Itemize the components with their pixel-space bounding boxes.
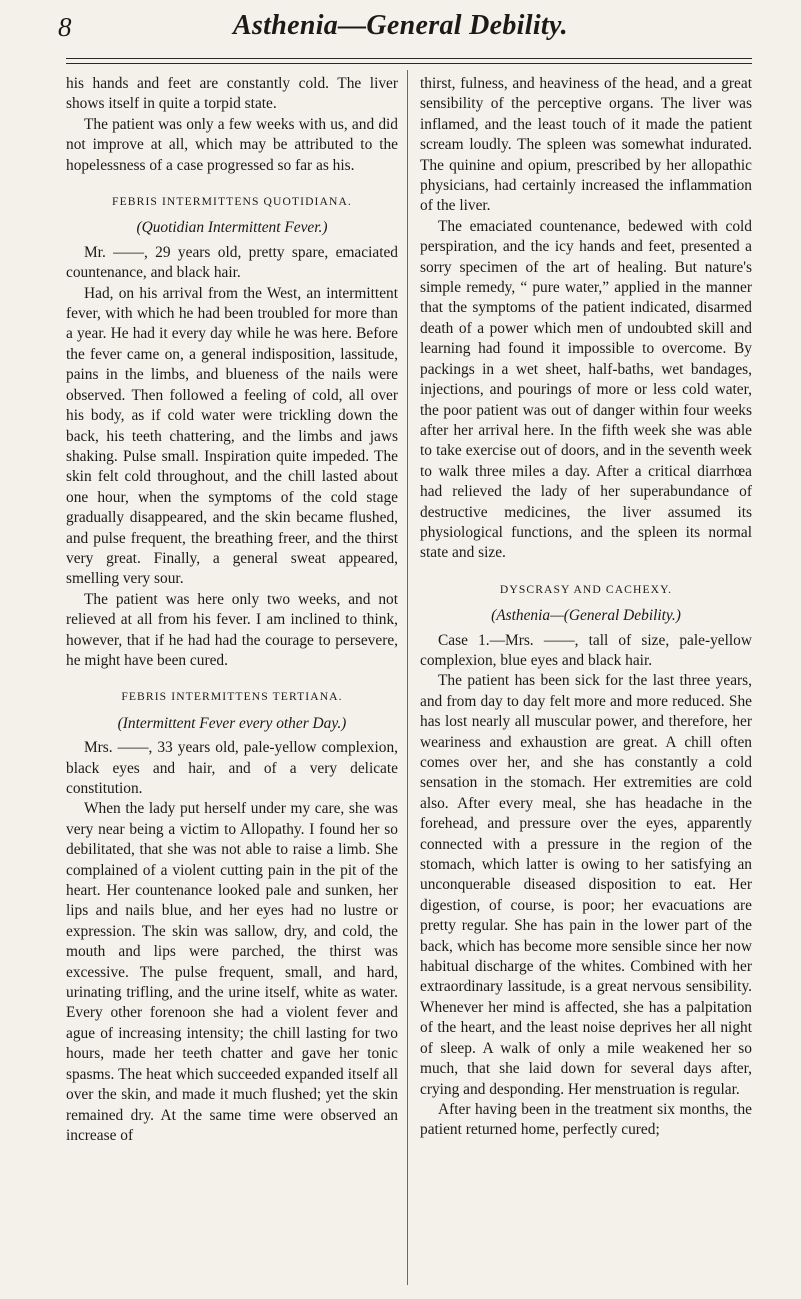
paragraph: When the lady put herself under my care, she was very near being a victim to Allopathy. I found her so debilitated, that she was not able to raise a limb. She complained of a violent cutting pain in the pit of the heart. Her countenance looked pale and sunken, her lips and nails blue, and her eyes had no lustre or expression. The skin was sallow, dry, and cold, the mouth and lips were parched, the thirst was excessive. The pulse frequent, small, and hard, urinating trifling, and the urine itself, white as water. Every other forenoon she had a violent fever and ague of increasing intensity; the chill lasting for two hours, made her teeth chatter and gave her tonic spasms. The heat which succeeded expanded itself all over the skin, and made it much flushed; yet the skin remained dry. At the same time were observed an increase of: [66, 800, 398, 1144]
paragraph: After having been in the treatment six months, the patient returned home, perfectly cured;: [420, 1100, 752, 1139]
header-rule-bottom: [66, 63, 752, 64]
paragraph: The patient has been sick for the last three years, and from day to day felt more and more reduced. She has lost nearly all muscular power, and therefore, her weariness and exhaustion are great. A chill often comes over her, and she has constantly a cold sensation in the stomach. Her extremities are cold also. After every meal, she has headache in the forehead, and pressure over the eyes, apparently connected with a pressure in the region of the stomach, which latter is owing to her satisfying an unconquerable diseased disposition to eat. Her digestion, of course, is poor; her evacuations are pretty regular. She has pain in the lower part of the back, which has become more sensible since her now habitual discharge of the whites. Combined with her extraordinary lassitude, is a great nervous sensibility. Whenever her mind is affected, she has a palpitation of the heart, and the least noise deprives her all night of sleep. A walk of only a mile weakened her so much, that she laid down for several days after, crying and desponding. Her menstruation is regular.: [420, 672, 752, 1098]
paragraph: The patient was only a few weeks with us, and did not improve at all, which may be attributed to the hopelessness of a case progressed so far as his.: [66, 115, 398, 174]
left-column: [66, 74, 398, 1146]
paragraph: Case 1.—Mrs. ——, tall of size, pale-yellow complexion, blue eyes and black hair.: [420, 631, 752, 669]
paragraph: his hands and feet are constantly cold. The liver shows itself in quite a torpid state.: [66, 75, 398, 113]
section-heading: FEBRIS INTERMITTENS TERTIANA.: [121, 690, 343, 704]
paragraph: Had, on his arrival from the West, an intermittent fever, with which he had been troubled for more than a year. He had it every day while he was here. Before the fever came on, a general indisposition, lassitude, pains in the limbs, and blueness of the nails were observed. Then followed a feeling of cold, all over his body, as if cold water were trickling down the back, his teeth chattering, and the limbs and jaws shaking. Pulse small. Inspiration quite impeded. The skin felt cold throughout, and the chill lasted about one hour, when the symptoms of the cold stage gradually disappeared, and the skin became flushed, and pulse frequent, the breathing freer, and the thirst very great. Finally, a general sweat appeared, smelling very sour.: [66, 284, 398, 588]
paragraph: Mr. ——, 29 years old, pretty spare, emaciated countenance, and black hair.: [66, 243, 398, 282]
paragraph: thirst, fulness, and heaviness of the head, and a great sensibility of the perceptive organs. The liver was inflamed, and the least touch of it made the patient scream loudly. The spleen was somewhat indurated. The quinine and opium, prescribed by her allopathic physicians, had certainly increased the inflammation of the liver.: [420, 75, 752, 215]
paragraph: The emaciated countenance, bedewed with cold perspiration, and the icy hands and feet, presented a sorry specimen of the art of healing. But nature's simple remedy, “ pure water,” applied in the manner that the symptoms of the patient indicated, disarmed death of a power which men of undoubted skill and learning had found it impossible to overcome. By packings in a wet sheet, half-baths, wet bandages, injections, and pourings of more or less cold water, the poor patient was out of danger within four weeks after her arrival here. In the fifth week she was able to take exercise out of doors, and in the seventh week to walk three miles a day. After a critical diarrhœa had relieved the lady of her superabundance of destructive medicines, the liver assumed its physiological functions, and the spleen its normal state and size.: [420, 217, 752, 562]
right-column: [420, 74, 752, 1141]
section-subheading: (Asthenia—(General Debility.): [491, 607, 681, 625]
section-subheading: (Intermittent Fever every other Day.): [117, 714, 347, 732]
running-title: Asthenia—General Debility.: [233, 10, 568, 41]
section-subheading: (Quotidian Intermittent Fever.): [136, 219, 328, 237]
header-rule-top: [66, 58, 752, 59]
section-heading: FEBRIS INTERMITTENS QUOTIDIANA.: [112, 195, 352, 209]
paragraph: Mrs. ——, 33 years old, pale-yellow complexion, black eyes and hair, and of a very delicate constitution.: [66, 739, 398, 797]
page-number: 8: [58, 12, 72, 42]
paragraph: The patient was here only two weeks, and not relieved at all from his fever. I am inclined to think, however, that if he had had the courage to persevere, he might have been cured.: [66, 590, 398, 669]
section-heading: DYSCRASY AND CACHEXY.: [499, 582, 673, 596]
column-divider: [407, 70, 408, 1285]
page-header: [0, 0, 801, 60]
